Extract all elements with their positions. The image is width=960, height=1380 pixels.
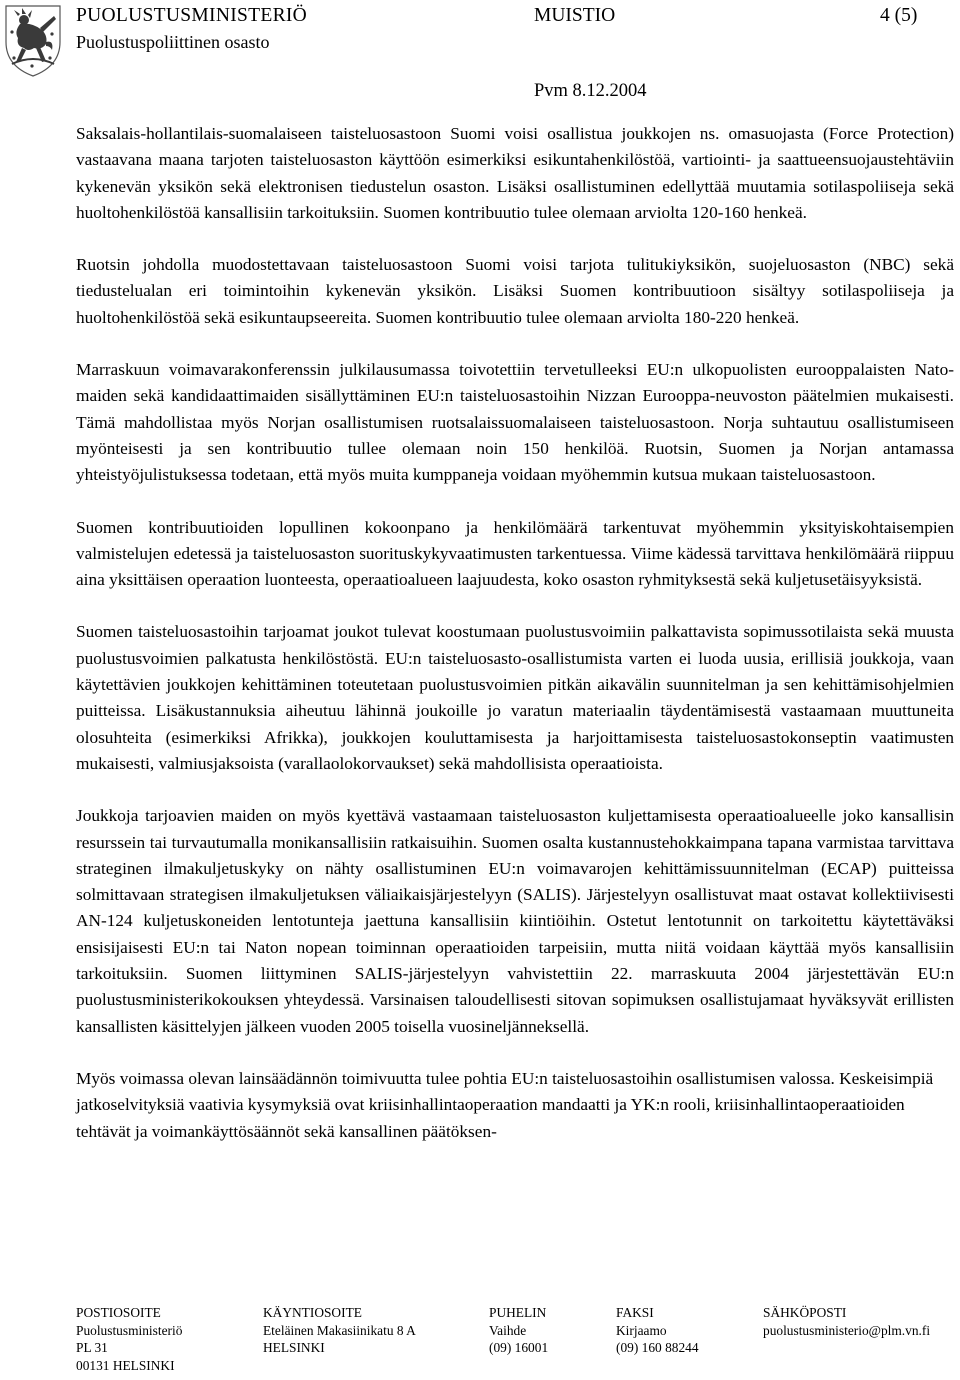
footer-phone: [489, 1304, 548, 1357]
footer-heading: SÄHKÖPOSTI: [763, 1305, 847, 1320]
footer-line: (09) 16001: [489, 1340, 549, 1356]
paragraph: Myös voimassa olevan lainsäädännön toimivuutta tulee pohtia EU:n taisteluosastoihin osallistumisen valossa. Keskeisimpiä jatkoselvityksiä vaativia kysymyksiä ovat kriisinhallintaoperaation mandaatti ja YK:n rooli, kriisinhallintaoperaatioiden tehtävät ja voimankäyttösäännöt sekä kansallinen päätöksen-: [76, 1068, 934, 1141]
footer-heading: PUHELIN: [489, 1305, 547, 1320]
footer-email: [763, 1304, 930, 1339]
email-link[interactable]: puolustusministerio@plm.vn.fi: [763, 1322, 931, 1338]
page-number: 4 (5): [880, 5, 918, 26]
footer-fax: [616, 1304, 699, 1357]
paragraph: Joukkoja tarjoavien maiden on myös kyettävä vastaamaan taisteluosaston kuljettamisesta operaatioalueelle joko kansallisin resurssein tai turvautumalla monikansallisiin ratkaisuihin. Suomen osalta kustannustehokkaimpana tapana varmistaa tarvittava strateginen ilmakuljetuskyky on nähty osallistuminen EU:n voimavarojen kehittämissuunnitelman (ECAP) puitteissa solmittavaan strategisen ilmakuljetuksen väliaikaisjärjestelyyn (SALIS). Järjestelyyn osallistuvat maat ostavat kollektiivisesti AN-124 kuljetuskoneiden lentotunteja jaettuna kansallisiin kiintiöihin. Ostetut lentotunnit on tarkoitettu käytettäväksi ensisijaisesti EU:n tai Naton nopean toiminnan operaatioiden tarpeisiin, mutta niitä voidaan käyttää myös kansallisiin tarkoituksiin. Suomen liittyminen SALIS-järjestelyyn vahvistettiin 22. marraskuuta 2004 järjestettävän EU:n puolustusministerikokouksen yhteydessä. Varsinaisen taloudellisesti sitovan sopimuksen osallistujamaat hyväksyvät erillisten kansallisten käsittelyjen jälkeen vuoden 2005 toisella vuosineljänneksellä.: [76, 806, 954, 1036]
footer-visiting-address: [263, 1304, 416, 1357]
footer-line: Vaihde: [489, 1322, 527, 1338]
finnish-lion-coat-of-arms-logo: [2, 2, 64, 78]
paragraph: Suomen kontribuutioiden lopullinen kokoonpano ja henkilömäärä tarkentuvat myöhemmin yksityiskohtaisempien valmistelujen edetessä ja taisteluosaston suorituskykyvaatimusten tarkentuessa. Viime kädessä tarvittava henkilömäärä riippuu aina yksittäisen operaation luonteesta, operaatioalueen laajuudesta, koko osaston ryhmityksestä sekä kuljetusetäisyyksistä.: [76, 517, 954, 590]
footer-line: 00131 HELSINKI: [76, 1357, 175, 1373]
paragraph: Ruotsin johdolla muodostettavaan taisteluosastoon Suomi voisi tarjota tulitukiyksikön, suojeluosaston (NBC) sekä tiedustelualan eri toimintoihin kykenevän yksikön. Lisäksi Suomen kontribuutioon sisältyy sotilaspoliiseja ja huoltohenkilöstöä sekä esikuntaupseereita. Suomen kontribuutio tulee olemaan arviolta 180-220 henkeä.: [76, 255, 954, 327]
paragraph: Saksalais-hollantilais-suomalaiseen taisteluosastoon Suomi voisi osallistua joukkojen ns. omasuojasta (Force Protection) vastaavana maana tarjoten taisteluosaston käyttöön esimerkiksi esikuntahenkilöstöä, vartiointi- ja saattueensuojaustehtäviin kykenevän yksikön sekä elektronisen tiedustelun osaston. Lisäksi osallistuminen edellyttää muutamia sotilaspoliiseja sekä huoltohenkilöstöä kansallisiin tarkoituksiin. Suomen kontribuutio tulee olemaan arviolta 120-160 henkeä.: [76, 124, 954, 222]
footer-line: Puolustusministeriö: [76, 1322, 183, 1338]
footer-postal-address: [76, 1304, 182, 1374]
lion-emblem-icon: [2, 2, 64, 78]
paragraph: Suomen taisteluosastoihin tarjoamat joukot tulevat koostumaan puolustusvoimiin palkattavista sopimussotilaista sekä muusta puolustusvoimien palkatusta henkilöstöstä. EU:n taisteluosasto-osallistumista varten ei luoda uusia, erillisiä joukkoja, vaan käytettävien joukkojen kehittäminen toteutetaan puolustusvoimien pitkän aikavälin suunnitelman ja sen kehittämisohjelmien puitteissa. Lisäkustannuksia aiheutuu lähinnä joukoille jo varatun materiaalin täydentämisestä vastaamaan muuttuneita olosuhteita (esimerkiksi Afrikka), joukkojen kouluttamisesta ja harjoittamisesta taisteluosastokonseptin vaatimusten mukaisesti, valmiusjaksoista (varallaolokorvaukset) sekä mahdollisista operaatioista.: [76, 622, 954, 773]
document-date: Pvm 8.12.2004: [534, 81, 647, 101]
footer-line: HELSINKI: [263, 1340, 325, 1356]
footer-heading: FAKSI: [616, 1305, 654, 1320]
footer-heading: POSTIOSOITE: [76, 1305, 161, 1320]
paragraph: Marraskuun voimavarakonferenssin julkilausumassa toivotettiin tervetulleeksi EU:n ulkopuolisten eurooppalaisten Nato-maiden sekä kandidaattimaiden sisällyttäminen EU:n taisteluosastoihin Nizzan Eurooppa-neuvoston päätelmien mukaisesti. Tämä mahdollistaa myös Norjan osallistumisen ruotsalaissuomalaiseen taisteluosastoon. Norja suhtautuu osallistumiseen myönteisesti ja sen kontribuutio tullee olemaan noin 150 henkilöä. Ruotsin, Suomen ja Norjan antamassa yhteistyöjulistuksessa todetaan, että myös muita kumppaneja voidaan myöhemmin kutsua mukaan taisteluosastoon.: [76, 360, 954, 485]
department-name: Puolustuspoliittinen osasto: [76, 32, 270, 52]
footer-heading: KÄYNTIOSOITE: [263, 1305, 362, 1320]
footer-line: PL 31: [76, 1340, 108, 1356]
memo-body: [76, 121, 954, 1171]
ministry-name: PUOLUSTUSMINISTERIÖ: [76, 5, 308, 26]
footer-line: Kirjaamo: [616, 1322, 667, 1338]
footer-line: Eteläinen Makasiinikatu 8 A: [263, 1322, 416, 1338]
footer-line: (09) 160 88244: [616, 1340, 699, 1356]
document-type: MUISTIO: [534, 5, 616, 26]
